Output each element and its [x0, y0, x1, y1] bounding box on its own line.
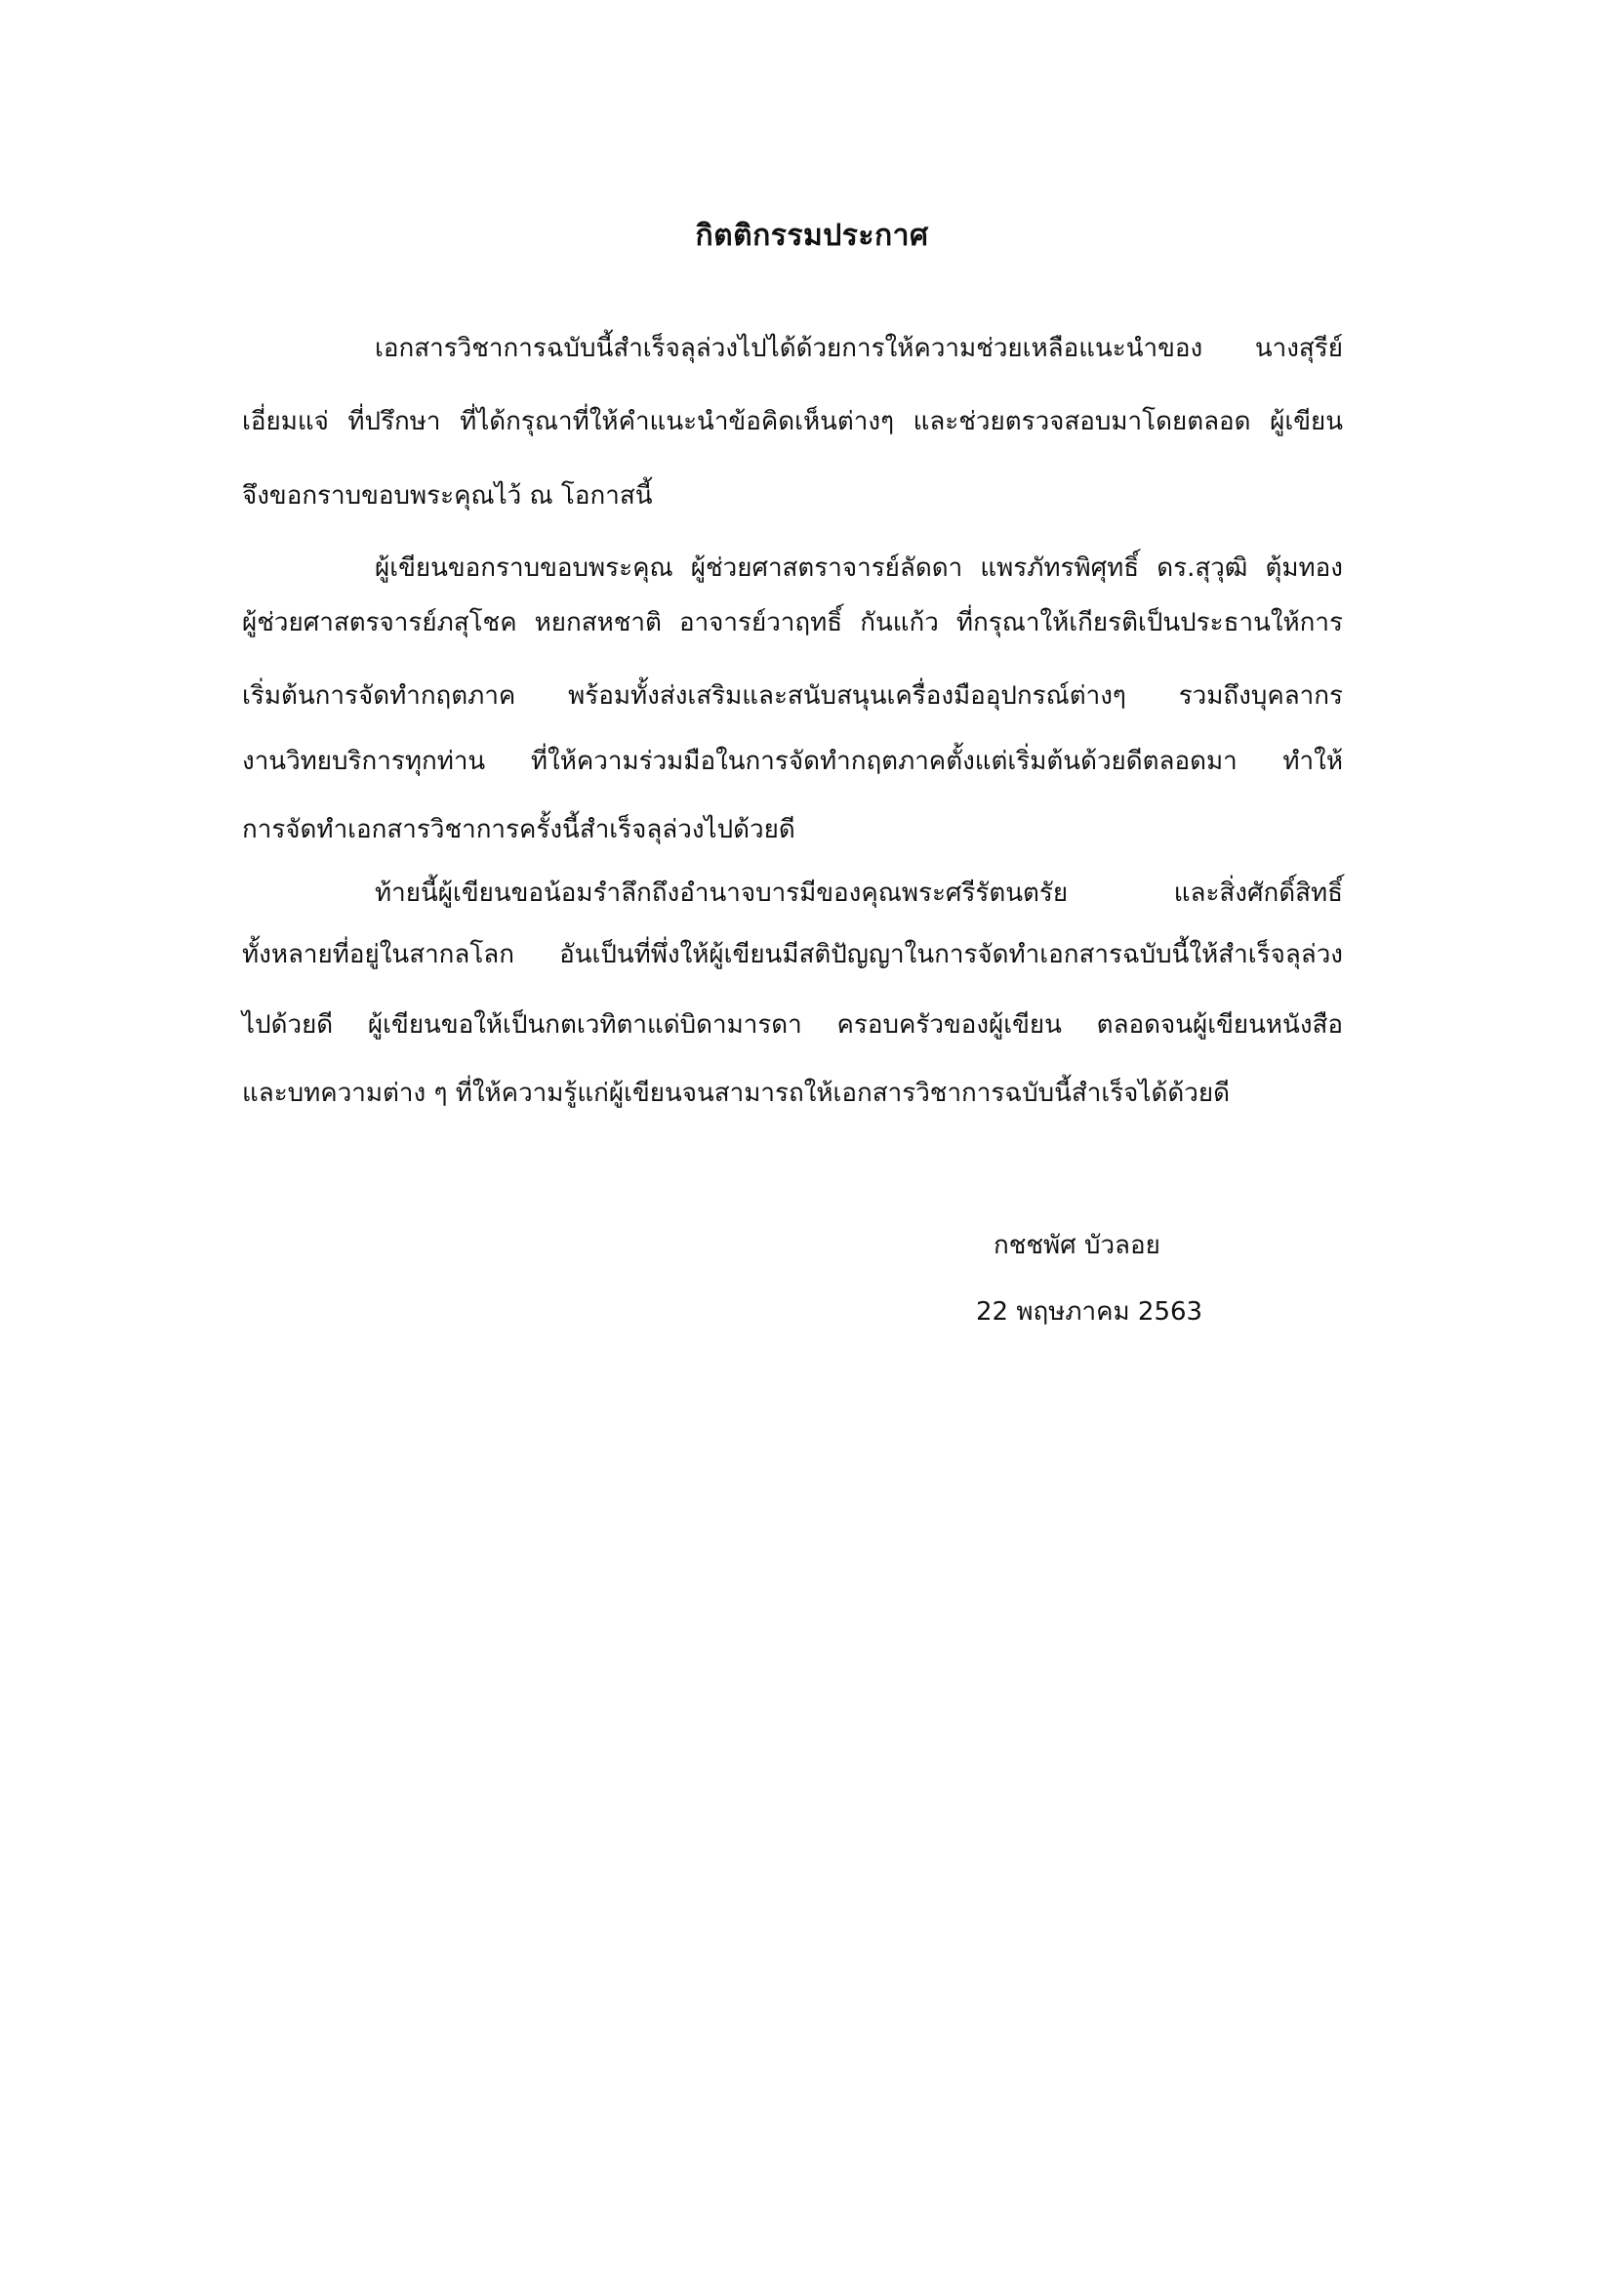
- paragraph-1-line-3: จึงขอกราบขอบพระคุณไว้ ณ โอกาสนี้: [242, 481, 653, 511]
- paragraph-2-line-4: งานวิทยบริการทุกท่าน ที่ให้ความร่วมมือในการจัดทำกฤตภาคตั้งแต่เริ่มต้นด้วยดีตลอดมา ทำให้: [242, 747, 1343, 776]
- paragraph-1-line-1: เอกสารวิชาการฉบับนี้สำเร็จลุล่วงไปได้ด้วยการให้ความช่วยเหลือแนะนำของ นางสุรีย์: [375, 334, 1343, 363]
- page-title: กิตติกรรมประกาศ: [695, 219, 929, 253]
- paragraph-1-line-2: เอี่ยมแจ่ ที่ปรึกษา ที่ได้กรุณาที่ให้คำแนะนำข้อคิดเห็นต่างๆ และช่วยตรวจสอบมาโดยตลอด ผู้เขียน: [242, 407, 1343, 436]
- paragraph-2-line-5: การจัดทำเอกสารวิชาการครั้งนี้สำเร็จลุล่วงไปด้วยดี: [242, 815, 795, 844]
- paragraph-3-line-1: ท้ายนี้ผู้เขียนขอน้อมรำลึกถึงอำนาจบารมีของคุณพระศรีรัตนตรัย และสิ่งศักดิ์สิทธิ์: [375, 879, 1343, 908]
- paragraph-2-line-3: เริ่มต้นการจัดทำกฤตภาค พร้อมทั้งส่งเสริมและสนับสนุนเครื่องมืออุปกรณ์ต่างๆ รวมถึงบุคลากร: [242, 681, 1343, 711]
- paragraph-2-line-2: ผู้ช่วยศาสตรจารย์ภสุโชค หยกสหชาติ อาจารย์วาฤทธิ์ กันแก้ว ที่กรุณาให้เกียรติเป็นประธานให้การ: [242, 608, 1343, 637]
- paragraph-3-line-2: ทั้งหลายที่อยู่ในสากลโลก อันเป็นที่พึ่งให้ผู้เขียนมีสติปัญญาในการจัดทำเอกสารฉบับนี้ให้สำเร็จลุล่วง: [242, 940, 1343, 969]
- paragraph-3-line-3: ไปด้วยดี ผู้เขียนขอให้เป็นกตเวทิตาแด่บิดามารดา ครอบครัวของผู้เขียน ตลอดจนผู้เขียนหนังสือ: [242, 1010, 1343, 1040]
- paragraph-2-line-1: ผู้เขียนขอกราบขอบพระคุณ ผู้ช่วยศาสตราจารย์ลัดดา แพรภัทรพิศุทธิ์ ดร.สุวุฒิ ตุ้มทอง: [375, 553, 1343, 583]
- signature-name: กชชพัศ บัวลอย: [994, 1231, 1160, 1260]
- signature-date: 22 พฤษภาคม 2563: [976, 1297, 1203, 1327]
- paragraph-3-line-4: และบทความต่าง ๆ ที่ให้ความรู้แก่ผู้เขียนจนสามารถให้เอกสารวิชาการฉบับนี้สำเร็จได้ด้วยดี: [242, 1079, 1230, 1108]
